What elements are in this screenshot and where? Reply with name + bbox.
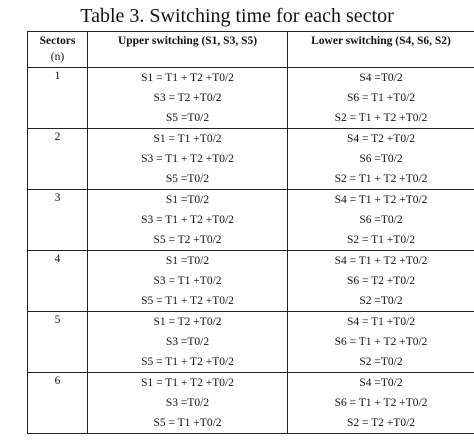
table-row xyxy=(28,373,474,434)
table-row xyxy=(28,190,474,251)
lower-formula: S2 = T1 + T2 +T0/2 xyxy=(334,173,428,185)
switching-time-table xyxy=(27,31,474,434)
upper-formula: S5 = T1 + T2 +T0/2 xyxy=(141,356,234,368)
sector-number: 5 xyxy=(28,312,88,373)
lower-formula: S4 =T0/2 xyxy=(359,377,403,389)
sector-number: 1 xyxy=(28,68,88,129)
lower-formula: S2 =T0/2 xyxy=(359,356,403,368)
upper-formula: S5 = T2 +T0/2 xyxy=(153,234,222,246)
lower-formula: S6 = T1 + T2 +T0/2 xyxy=(334,336,428,348)
upper-formula: S1 =T0/2 xyxy=(165,194,210,206)
lower-formula: S4 = T1 + T2 +T0/2 xyxy=(334,194,428,206)
upper-formula: S3 = T1 + T2 +T0/2 xyxy=(141,153,234,165)
lower-formula: S6 =T0/2 xyxy=(359,214,403,226)
lower-formula: S2 = T1 + T2 +T0/2 xyxy=(334,112,428,124)
upper-formula: S5 = T1 + T2 +T0/2 xyxy=(141,295,234,307)
lower-switching-cell xyxy=(288,251,474,312)
header-sectors xyxy=(28,32,88,68)
sector-number: 3 xyxy=(28,190,88,251)
table-row xyxy=(28,251,474,312)
upper-formula: S3 = T1 +T0/2 xyxy=(153,275,222,287)
lower-formula: S4 = T2 +T0/2 xyxy=(346,133,416,145)
upper-switching-cell xyxy=(88,68,288,129)
upper-switching-cell xyxy=(88,251,288,312)
upper-formula: S1 = T1 +T0/2 xyxy=(153,133,222,145)
lower-switching-cell xyxy=(288,373,474,434)
header-upper-switching: Upper switching (S1, S3, S5) xyxy=(88,32,288,68)
upper-formula: S3 =T0/2 xyxy=(165,336,210,348)
upper-formula: S3 = T1 + T2 +T0/2 xyxy=(141,214,234,226)
header-row xyxy=(28,32,474,68)
header-sectors-n: (n) xyxy=(50,51,65,63)
upper-switching-cell xyxy=(88,373,288,434)
sector-number: 4 xyxy=(28,251,88,312)
upper-formula: S5 =T0/2 xyxy=(165,173,210,185)
lower-formula: S6 = T1 + T2 +T0/2 xyxy=(334,397,428,409)
upper-formula: S5 =T0/2 xyxy=(165,112,210,124)
table-row xyxy=(28,129,474,190)
table-row xyxy=(28,68,474,129)
lower-formula: S2 = T2 +T0/2 xyxy=(346,417,416,429)
table-row xyxy=(28,312,474,373)
lower-formula: S4 = T1 +T0/2 xyxy=(346,316,416,328)
upper-switching-cell xyxy=(88,129,288,190)
sector-number: 6 xyxy=(28,373,88,434)
upper-formula: S3 =T0/2 xyxy=(165,397,210,409)
lower-switching-cell xyxy=(288,312,474,373)
upper-formula: S3 = T2 +T0/2 xyxy=(153,92,222,104)
lower-formula: S6 = T1 +T0/2 xyxy=(346,92,416,104)
lower-switching-cell xyxy=(288,190,474,251)
lower-formula: S4 = T1 + T2 +T0/2 xyxy=(334,255,428,267)
lower-formula: S2 =T0/2 xyxy=(359,295,403,307)
upper-formula: S1 = T1 + T2 +T0/2 xyxy=(141,377,234,389)
upper-formula: S1 =T0/2 xyxy=(165,255,210,267)
header-lower-switching: Lower switching (S4, S6, S2) xyxy=(288,32,474,68)
lower-formula: S6 = T2 +T0/2 xyxy=(346,275,416,287)
table-caption: Table 3. Switching time for each sector xyxy=(80,5,394,27)
upper-switching-cell xyxy=(88,312,288,373)
upper-formula: S1 = T2 +T0/2 xyxy=(153,316,222,328)
lower-formula: S2 = T1 +T0/2 xyxy=(346,234,416,246)
upper-switching-cell xyxy=(88,190,288,251)
lower-switching-cell xyxy=(288,129,474,190)
lower-formula: S6 =T0/2 xyxy=(359,153,403,165)
sector-number: 2 xyxy=(28,129,88,190)
lower-switching-cell xyxy=(288,68,474,129)
header-sectors-label: Sectors xyxy=(39,35,76,47)
upper-formula: S1 = T1 + T2 +T0/2 xyxy=(141,72,234,84)
upper-formula: S5 = T1 +T0/2 xyxy=(153,417,222,429)
lower-formula: S4 =T0/2 xyxy=(359,72,403,84)
